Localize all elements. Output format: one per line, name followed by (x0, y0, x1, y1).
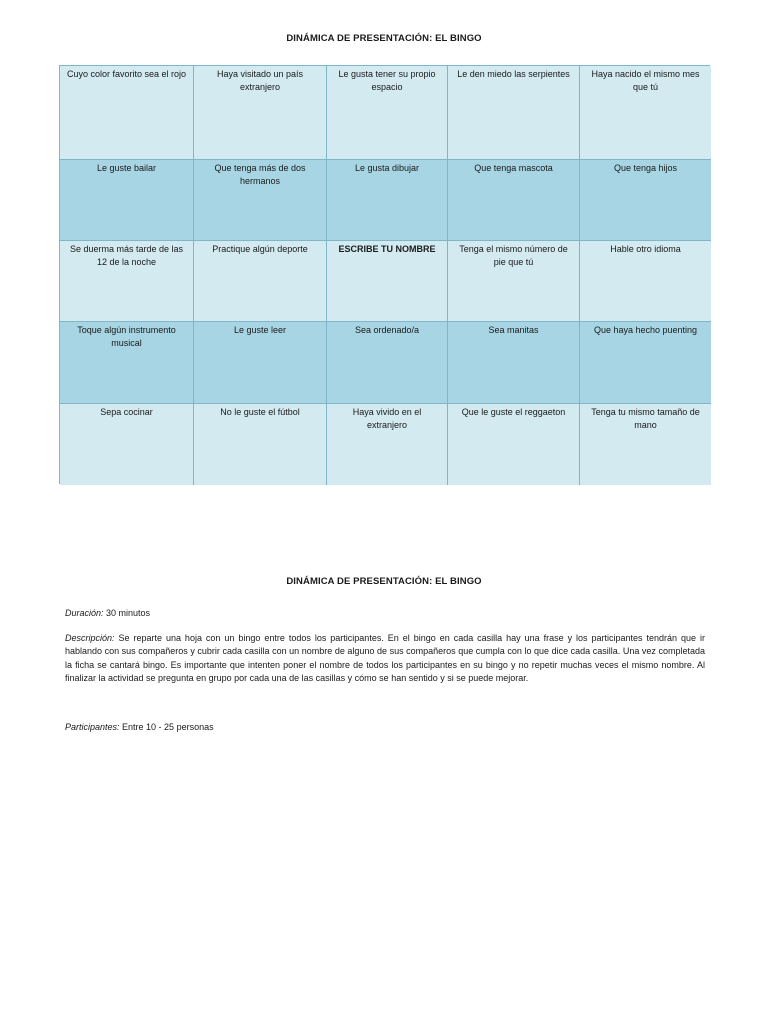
bingo-grid (59, 65, 710, 484)
bingo-cell: Le den miedo las serpientes (448, 66, 580, 160)
bingo-cell: Que le guste el reggaeton (448, 404, 580, 485)
bingo-cell: Haya visitado un país extranjero (194, 66, 327, 160)
duration-paragraph (65, 607, 705, 620)
bingo-cell: Toque algún instrumento musical (60, 322, 194, 404)
bingo-cell: Le guste bailar (60, 160, 194, 241)
duration-value: 30 minutos (103, 608, 151, 618)
page-title: DINÁMICA DE PRESENTACIÓN: EL BINGO (286, 33, 482, 44)
duration-label: Duración: (65, 608, 104, 618)
bingo-cell: Haya vivido en el extranjero (327, 404, 448, 485)
description-label: Descripción: (65, 633, 115, 643)
bingo-cell: Sea ordenado/a (327, 322, 448, 404)
bingo-cell: Le gusta tener su propio espacio (327, 66, 448, 160)
bingo-cell: Tenga el mismo número de pie que tú (448, 241, 580, 322)
bingo-cell: Cuyo color favorito sea el rojo (60, 66, 194, 160)
bingo-cell: Haya nacido el mismo mes que tú (580, 66, 711, 160)
bingo-cell: Le guste leer (194, 322, 327, 404)
bingo-cell: Sea manitas (448, 322, 580, 404)
section-title: DINÁMICA DE PRESENTACIÓN: EL BINGO (286, 576, 482, 587)
bingo-cell: Que tenga mascota (448, 160, 580, 241)
bingo-cell: Que tenga más de dos hermanos (194, 160, 327, 241)
bingo-cell: Practique algún deporte (194, 241, 327, 322)
bingo-cell: No le guste el fútbol (194, 404, 327, 485)
bingo-cell: Sepa cocinar (60, 404, 194, 485)
participants-label: Participantes: (65, 722, 120, 732)
bingo-cell-center: ESCRIBE TU NOMBRE (327, 241, 448, 322)
bingo-cell: Hable otro idioma (580, 241, 711, 322)
description-value: Se reparte una hoja con un bingo entre todos los participantes. En el bingo en cada casilla hay una frase y los participantes tendrán que ir hablando con sus compañeros y cubrir cada casilla con un nombre de alguno de sus compañeros que cumpla con lo que dice cada casilla. Una vez completada la ficha se cantará bingo. Es importante que intenten poner el nombre de todos los participantes en su bingo y no repetir muchas veces el mismo nombre. Al finalizar la actividad se pregunta en grupo por cada una de las casillas y cómo se han sentido y si se puede mejorar. (65, 633, 705, 683)
bingo-cell: Que haya hecho puenting (580, 322, 711, 404)
bingo-cell: Se duerma más tarde de las 12 de la noche (60, 241, 194, 322)
description-paragraph (65, 632, 705, 685)
participants-value: Entre 10 - 25 personas (119, 722, 214, 732)
bingo-cell: Le gusta dibujar (327, 160, 448, 241)
bingo-cell: Que tenga hijos (580, 160, 711, 241)
bingo-cell: Tenga tu mismo tamaño de mano (580, 404, 711, 485)
participants-paragraph (65, 721, 705, 734)
